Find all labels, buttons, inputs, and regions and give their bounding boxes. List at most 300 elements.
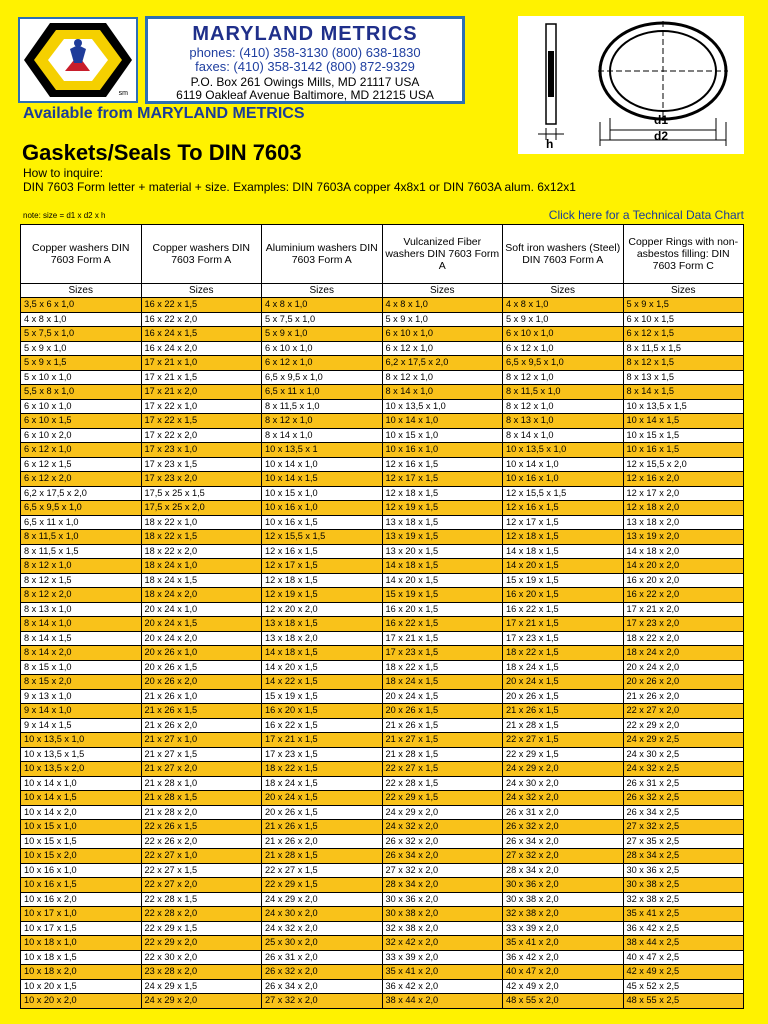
table-cell: 5 x 9 x 1,0 [382,312,503,327]
table-cell: 24 x 29 x 2,0 [382,805,503,820]
column-header-3: Aluminium washers DIN 7603 Form A [262,225,383,284]
table-cell: 17,5 x 25 x 2,0 [141,501,262,516]
table-cell: 30 x 36 x 2,0 [382,892,503,907]
table-cell: 35 x 41 x 2,0 [382,965,503,980]
table-cell: 16 x 20 x 1,5 [262,704,383,719]
table-cell: 9 x 13 x 1,0 [21,689,142,704]
table-cell: 32 x 38 x 2,0 [382,921,503,936]
table-cell: 6 x 12 x 1,0 [21,443,142,458]
logo-mark-text: sm [118,90,128,97]
table-row [21,660,744,675]
sizes-label: Sizes [21,284,142,298]
table-row [21,834,744,849]
table-cell: 21 x 28 x 1,5 [503,718,624,733]
table-cell: 12 x 18 x 2,0 [623,501,744,516]
table-cell: 30 x 36 x 2,0 [503,878,624,893]
table-cell: 20 x 26 x 2,0 [141,675,262,690]
table-cell: 18 x 22 x 1,0 [141,515,262,530]
table-cell: 26 x 34 x 2,0 [382,849,503,864]
table-row [21,298,744,313]
table-cell: 5 x 9 x 1,5 [21,356,142,371]
table-cell: 6,2 x 17,5 x 2,0 [382,356,503,371]
table-cell: 12 x 15,5 x 2,0 [623,457,744,472]
table-cell: 16 x 22 x 1,5 [262,718,383,733]
table-cell: 13 x 19 x 2,0 [623,530,744,545]
table-cell: 26 x 34 x 2,0 [262,979,383,994]
table-cell: 8 x 14 x 2,0 [21,646,142,661]
table-cell: 13 x 19 x 1,5 [382,530,503,545]
table-cell: 14 x 20 x 1,5 [382,573,503,588]
table-cell: 30 x 38 x 2,5 [623,878,744,893]
table-cell: 20 x 26 x 1,0 [141,646,262,661]
table-row [21,965,744,980]
table-cell: 6,2 x 17,5 x 2,0 [21,486,142,501]
table-row [21,443,744,458]
table-cell: 21 x 28 x 1,5 [382,747,503,762]
table-cell: 4 x 8 x 1,0 [382,298,503,313]
table-cell: 48 x 55 x 2,0 [503,994,624,1009]
table-cell: 6 x 12 x 2,0 [21,472,142,487]
table-cell: 48 x 55 x 2,5 [623,994,744,1009]
table-cell: 21 x 28 x 2,0 [141,805,262,820]
table-cell: 10 x 13,5 x 1,0 [503,443,624,458]
table-cell: 10 x 16 x 1,0 [21,863,142,878]
table-row [21,718,744,733]
table-cell: 22 x 27 x 1,0 [141,849,262,864]
table-cell: 10 x 15 x 1,5 [623,428,744,443]
table-cell: 6,5 x 11 x 1,0 [21,515,142,530]
table-row [21,733,744,748]
table-cell: 27 x 32 x 2,0 [262,994,383,1009]
table-cell: 10 x 18 x 1,5 [21,950,142,965]
table-cell: 8 x 12 x 1,0 [21,559,142,574]
table-cell: 17 x 22 x 2,0 [141,428,262,443]
table-cell: 18 x 22 x 1,5 [503,646,624,661]
table-cell: 10 x 13,5 x 1,5 [623,399,744,414]
table-cell: 10 x 14 x 1,0 [262,457,383,472]
table-cell: 6 x 10 x 1,5 [623,312,744,327]
size-note: note: size = d1 x d2 x h [23,211,106,220]
table-cell: 16 x 22 x 2,0 [623,588,744,603]
table-cell: 18 x 24 x 1,5 [382,675,503,690]
table-cell: 10 x 16 x 1,5 [262,515,383,530]
po-box-address: P.O. Box 261 Owings Mills, MD 21117 USA [190,75,420,89]
table-cell: 6 x 12 x 1,0 [262,356,383,371]
table-cell: 33 x 39 x 2,0 [382,950,503,965]
table-cell: 6,5 x 9,5 x 1,0 [503,356,624,371]
table-row [21,994,744,1009]
column-header-2: Copper washers DIN 7603 Form A [141,225,262,284]
table-cell: 36 x 42 x 2,0 [382,979,503,994]
table-cell: 10 x 18 x 1,0 [21,936,142,951]
table-cell: 10 x 17 x 1,5 [21,921,142,936]
table-cell: 27 x 32 x 2,0 [503,849,624,864]
sizes-label: Sizes [503,284,624,298]
table-row [21,950,744,965]
table-cell: 22 x 26 x 1,5 [141,820,262,835]
table-cell: 24 x 29 x 2,0 [503,762,624,777]
table-row [21,385,744,400]
table-cell: 10 x 15 x 1,0 [21,820,142,835]
table-cell: 14 x 18 x 1,5 [503,544,624,559]
table-cell: 21 x 26 x 1,0 [141,689,262,704]
table-cell: 17 x 23 x 1,0 [141,443,262,458]
table-row [21,428,744,443]
table-cell: 10 x 16 x 1,0 [262,501,383,516]
table-cell: 24 x 29 x 2,0 [262,892,383,907]
table-cell: 8 x 12 x 1,0 [503,370,624,385]
table-row [21,936,744,951]
table-cell: 17 x 23 x 1,5 [382,646,503,661]
table-cell: 16 x 24 x 2,0 [141,341,262,356]
table-cell: 6 x 12 x 1,5 [623,327,744,342]
table-cell: 12 x 16 x 1,5 [503,501,624,516]
table-row [21,327,744,342]
table-row [21,399,744,414]
table-row [21,805,744,820]
table-cell: 10 x 15 x 1,0 [382,428,503,443]
table-cell: 6 x 12 x 1,0 [382,341,503,356]
table-row [21,312,744,327]
column-header-6: Copper Rings with non-asbestos filling: DIN 7603 Form C [623,225,744,284]
table-cell: 14 x 18 x 1,5 [382,559,503,574]
table-cell: 42 x 49 x 2,0 [503,979,624,994]
table-cell: 5 x 10 x 1,0 [21,370,142,385]
table-cell: 12 x 17 x 1,5 [382,472,503,487]
table-row [21,631,744,646]
table-cell: 13 x 18 x 2,0 [623,515,744,530]
table-row [21,675,744,690]
table-cell: 16 x 22 x 1,5 [382,617,503,632]
table-cell: 18 x 22 x 2,0 [623,631,744,646]
table-cell: 8 x 14 x 1,0 [262,428,383,443]
table-row [21,501,744,516]
table-cell: 15 x 19 x 1,5 [503,573,624,588]
table-cell: 6 x 10 x 1,0 [21,399,142,414]
table-cell: 5 x 9 x 1,5 [623,298,744,313]
table-cell: 38 x 44 x 2,0 [382,994,503,1009]
company-logo [18,17,138,103]
table-row [21,820,744,835]
table-cell: 10 x 16 x 2,0 [21,892,142,907]
table-cell: 10 x 14 x 1,5 [262,472,383,487]
table-cell: 8 x 14 x 1,0 [382,385,503,400]
inquire-label: How to inquire: [23,166,104,180]
table-cell: 20 x 24 x 1,5 [141,617,262,632]
table-cell: 21 x 26 x 2,0 [141,718,262,733]
table-cell: 22 x 27 x 2,0 [141,878,262,893]
table-cell: 27 x 35 x 2,5 [623,834,744,849]
table-cell: 38 x 44 x 2,5 [623,936,744,951]
table-cell: 6,5 x 9,5 x 1,0 [21,501,142,516]
table-row [21,704,744,719]
diagram-label-h: h [546,137,554,151]
table-row [21,573,744,588]
table-cell: 17 x 23 x 2,0 [141,472,262,487]
table-cell: 10 x 14 x 1,0 [503,457,624,472]
table-cell: 28 x 34 x 2,0 [382,878,503,893]
table-cell: 6 x 10 x 2,0 [21,428,142,443]
table-cell: 8 x 15 x 1,0 [21,660,142,675]
table-cell: 26 x 34 x 2,5 [623,805,744,820]
table-cell: 17,5 x 25 x 1,5 [141,486,262,501]
company-name: MARYLAND METRICS [192,23,418,45]
table-cell: 17 x 21 x 1,5 [503,617,624,632]
table-cell: 12 x 17 x 2,0 [623,486,744,501]
table-cell: 17 x 23 x 2,0 [623,617,744,632]
table-cell: 8 x 14 x 1,5 [21,631,142,646]
table-row [21,646,744,661]
table-cell: 21 x 26 x 1,5 [503,704,624,719]
table-cell: 8 x 13 x 1,0 [503,414,624,429]
table-cell: 18 x 24 x 1,5 [262,776,383,791]
table-cell: 18 x 22 x 1,5 [141,530,262,545]
table-cell: 24 x 32 x 2,0 [262,921,383,936]
table-cell: 10 x 20 x 1,5 [21,979,142,994]
table-cell: 6 x 10 x 1,5 [21,414,142,429]
table-cell: 10 x 16 x 1,5 [623,443,744,458]
washer-diagram [518,16,744,154]
table-row [21,559,744,574]
table-cell: 16 x 22 x 1,5 [141,298,262,313]
table-cell: 10 x 14 x 1,5 [21,791,142,806]
table-cell: 8 x 14 x 1,0 [503,428,624,443]
table-cell: 40 x 47 x 2,0 [503,965,624,980]
table-cell: 10 x 14 x 1,0 [21,776,142,791]
table-cell: 12 x 15,5 x 1,5 [503,486,624,501]
table-cell: 4 x 8 x 1,0 [262,298,383,313]
table-cell: 28 x 34 x 2,5 [623,849,744,864]
table-cell: 22 x 29 x 1,5 [141,921,262,936]
table-cell: 18 x 24 x 1,5 [141,573,262,588]
table-cell: 17 x 21 x 1,0 [141,356,262,371]
table-cell: 10 x 13,5 x 1,5 [21,747,142,762]
table-cell: 26 x 32 x 2,0 [262,965,383,980]
table-cell: 12 x 18 x 1,5 [382,486,503,501]
table-cell: 8 x 11,5 x 1,5 [623,341,744,356]
table-cell: 18 x 22 x 1,5 [382,660,503,675]
table-cell: 16 x 24 x 1,5 [141,327,262,342]
table-cell: 8 x 14 x 1,0 [21,617,142,632]
table-cell: 4 x 8 x 1,0 [503,298,624,313]
available-heading: Available from MARYLAND METRICS [23,105,305,122]
street-address: 6119 Oakleaf Avenue Baltimore, MD 21215 USA [176,88,434,102]
table-cell: 24 x 29 x 1,5 [141,979,262,994]
table-cell: 30 x 38 x 2,0 [382,907,503,922]
table-cell: 30 x 38 x 2,0 [503,892,624,907]
table-cell: 27 x 32 x 2,5 [623,820,744,835]
table-cell: 12 x 16 x 2,0 [623,472,744,487]
table-row [21,921,744,936]
sizes-label: Sizes [262,284,383,298]
table-cell: 22 x 28 x 1,5 [382,776,503,791]
washer-drawing [518,16,744,154]
table-cell: 8 x 11,5 x 1,0 [262,399,383,414]
table-cell: 14 x 20 x 2,0 [623,559,744,574]
sizes-row [21,284,744,298]
table-cell: 8 x 11,5 x 1,0 [503,385,624,400]
table-cell: 20 x 26 x 2,0 [623,675,744,690]
table-cell: 33 x 39 x 2,0 [503,921,624,936]
table-cell: 18 x 22 x 2,0 [141,544,262,559]
table-cell: 24 x 32 x 2,0 [503,791,624,806]
table-cell: 6 x 10 x 1,0 [262,341,383,356]
table-cell: 10 x 14 x 2,0 [21,805,142,820]
table-cell: 17 x 22 x 1,5 [141,414,262,429]
table-cell: 17 x 21 x 1,5 [262,733,383,748]
table-cell: 17 x 23 x 1,5 [503,631,624,646]
table-cell: 22 x 29 x 1,5 [262,878,383,893]
table-cell: 17 x 21 x 1,5 [141,370,262,385]
column-header-4: Vulcanized Fiber washers DIN 7603 Form A [382,225,503,284]
table-cell: 26 x 31 x 2,5 [623,776,744,791]
table-cell: 28 x 34 x 2,0 [503,863,624,878]
table-cell: 4 x 8 x 1,0 [21,312,142,327]
diagram-label-d1: d1 [654,113,669,127]
diagram-label-d2: d2 [654,129,669,143]
technical-data-link[interactable]: Click here for a Technical Data Chart [548,208,744,222]
table-cell: 10 x 15 x 2,0 [21,849,142,864]
table-row [21,617,744,632]
table-row [21,515,744,530]
table-cell: 22 x 27 x 1,5 [141,863,262,878]
table-cell: 21 x 28 x 1,0 [141,776,262,791]
table-cell: 8 x 12 x 1,5 [623,356,744,371]
table-cell: 21 x 26 x 2,0 [262,834,383,849]
sizes-label: Sizes [141,284,262,298]
column-header-5: Soft iron washers (Steel) DIN 7603 Form A [503,225,624,284]
table-cell: 22 x 27 x 2,0 [623,704,744,719]
table-cell: 10 x 14 x 1,5 [623,414,744,429]
table-cell: 16 x 22 x 2,0 [141,312,262,327]
table-cell: 12 x 19 x 1,5 [262,588,383,603]
table-cell: 16 x 20 x 1,5 [382,602,503,617]
table-cell: 10 x 16 x 1,5 [21,878,142,893]
table-cell: 16 x 20 x 2,0 [623,573,744,588]
fax-numbers: faxes: (410) 358-3142 (800) 872-9329 [195,59,415,74]
table-cell: 12 x 17 x 1,5 [262,559,383,574]
table-cell: 23 x 28 x 2,0 [141,965,262,980]
table-cell: 10 x 15 x 1,5 [21,834,142,849]
table-cell: 17 x 22 x 1,0 [141,399,262,414]
table-cell: 21 x 27 x 1,5 [382,733,503,748]
table-cell: 25 x 30 x 2,0 [262,936,383,951]
table-cell: 8 x 12 x 1,0 [503,399,624,414]
table-cell: 24 x 32 x 2,0 [382,820,503,835]
table-cell: 20 x 24 x 2,0 [141,631,262,646]
table-row [21,849,744,864]
table-row [21,776,744,791]
table-cell: 10 x 13,5 x 1,0 [382,399,503,414]
table-row [21,863,744,878]
table-row [21,486,744,501]
table-cell: 10 x 13,5 x 1,0 [21,733,142,748]
table-cell: 20 x 26 x 1,5 [141,660,262,675]
table-cell: 22 x 29 x 2,0 [623,718,744,733]
table-row [21,747,744,762]
table-row [21,892,744,907]
table-cell: 5 x 9 x 1,0 [262,327,383,342]
table-cell: 13 x 20 x 1,5 [382,544,503,559]
table-cell: 17 x 21 x 2,0 [141,385,262,400]
table-cell: 32 x 38 x 2,0 [503,907,624,922]
table-cell: 18 x 24 x 2,0 [141,588,262,603]
table-cell: 18 x 24 x 1,5 [503,660,624,675]
table-cell: 22 x 28 x 2,0 [141,907,262,922]
table-cell: 14 x 18 x 1,5 [262,646,383,661]
table-cell: 17 x 23 x 1,5 [141,457,262,472]
table-cell: 22 x 26 x 2,0 [141,834,262,849]
table-cell: 8 x 12 x 1,5 [21,573,142,588]
table-row [21,370,744,385]
table-cell: 18 x 24 x 2,0 [623,646,744,661]
table-cell: 10 x 18 x 2,0 [21,965,142,980]
table-cell: 15 x 19 x 1,5 [262,689,383,704]
table-cell: 35 x 41 x 2,5 [623,907,744,922]
table-cell: 22 x 29 x 1,5 [503,747,624,762]
table-cell: 12 x 16 x 1,5 [262,544,383,559]
table-cell: 18 x 24 x 1,0 [141,559,262,574]
table-cell: 10 x 13,5 x 1 [262,443,383,458]
table-cell: 26 x 31 x 2,0 [262,950,383,965]
table-cell: 35 x 41 x 2,0 [503,936,624,951]
table-cell: 9 x 14 x 1,0 [21,704,142,719]
table-cell: 14 x 20 x 1,5 [262,660,383,675]
table-cell: 5,5 x 8 x 1,0 [21,385,142,400]
table-cell: 20 x 24 x 1,5 [503,675,624,690]
table-cell: 21 x 28 x 1,5 [262,849,383,864]
table-row [21,762,744,777]
table-cell: 24 x 29 x 2,5 [623,733,744,748]
table-cell: 26 x 32 x 2,5 [623,791,744,806]
table-cell: 14 x 18 x 2,0 [623,544,744,559]
table-cell: 8 x 12 x 1,0 [262,414,383,429]
table-cell: 17 x 23 x 1,5 [262,747,383,762]
table-cell: 30 x 36 x 2,5 [623,863,744,878]
table-cell: 10 x 14 x 1,0 [382,414,503,429]
table-cell: 17 x 21 x 1,5 [382,631,503,646]
table-cell: 45 x 52 x 2,5 [623,979,744,994]
table-cell: 12 x 18 x 1,5 [503,530,624,545]
inquire-text: DIN 7603 Form letter + material + size. Examples: DIN 7603A copper 4x8x1 or DIN 7603A alum. 6x12x1 [23,180,576,194]
table-row [21,791,744,806]
table-cell: 16 x 22 x 1,5 [503,602,624,617]
table-cell: 12 x 20 x 2,0 [262,602,383,617]
table-cell: 22 x 27 x 1,5 [262,863,383,878]
table-cell: 8 x 14 x 1,5 [623,385,744,400]
table-cell: 20 x 24 x 1,0 [141,602,262,617]
table-cell: 21 x 27 x 1,5 [141,747,262,762]
sizes-label: Sizes [382,284,503,298]
table-row [21,907,744,922]
table-cell: 6 x 12 x 1,0 [503,341,624,356]
table-row [21,530,744,545]
table-cell: 21 x 27 x 2,0 [141,762,262,777]
table-cell: 17 x 21 x 2,0 [623,602,744,617]
table-cell: 13 x 18 x 2,0 [262,631,383,646]
table-cell: 10 x 13,5 x 2,0 [21,762,142,777]
table-cell: 13 x 18 x 1,5 [262,617,383,632]
table-cell: 32 x 42 x 2,0 [382,936,503,951]
table-cell: 21 x 27 x 1,0 [141,733,262,748]
column-header-1: Copper washers DIN 7603 Form A [21,225,142,284]
table-cell: 42 x 49 x 2,5 [623,965,744,980]
table-cell: 20 x 24 x 1,5 [382,689,503,704]
table-cell: 20 x 26 x 1,5 [382,704,503,719]
table-cell: 10 x 17 x 1,0 [21,907,142,922]
table-cell: 10 x 15 x 1,0 [262,486,383,501]
table-cell: 16 x 20 x 1,5 [503,588,624,603]
